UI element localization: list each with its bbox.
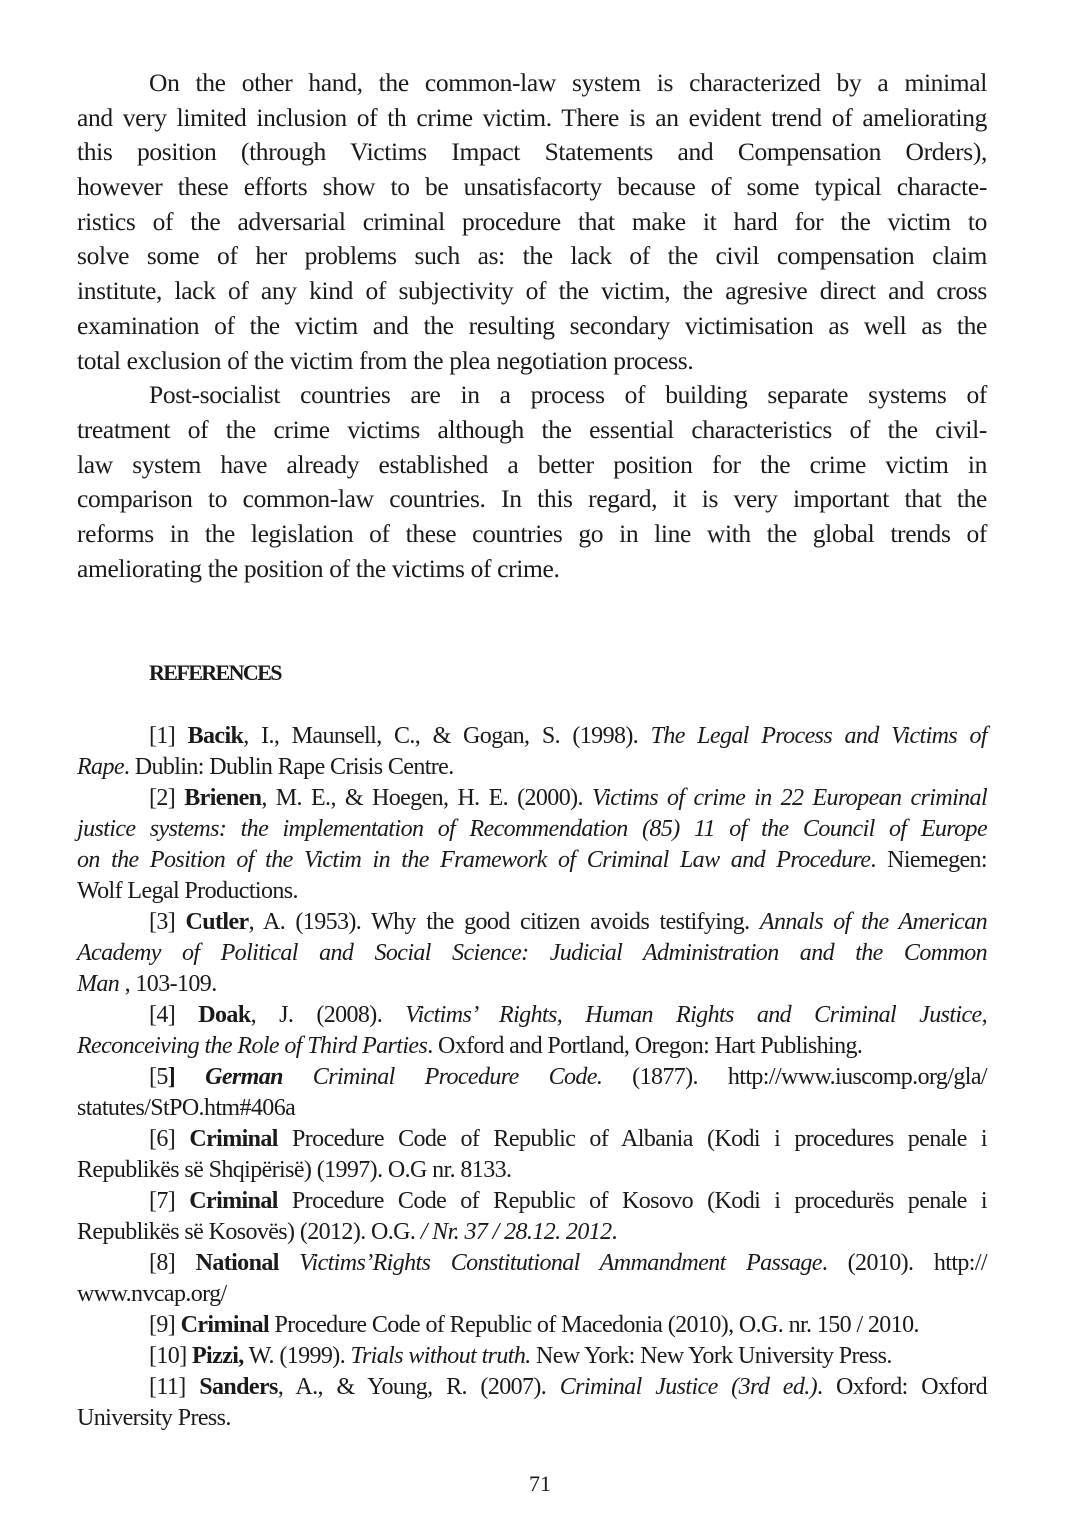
- reference-item: [77, 1372, 987, 1434]
- reference-item: [77, 1186, 987, 1248]
- reference-title: Criminal Justice (3rd ed.): [559, 1374, 818, 1400]
- reference-author: Doak: [198, 1002, 251, 1028]
- reference-line: Wolf Legal Productions.: [77, 878, 298, 904]
- reference-url-continued[interactable]: statutes/StPO.htm#406a: [77, 1095, 296, 1121]
- reference-author: Bacik: [187, 723, 244, 749]
- text-line: ristics of the adversarial criminal procedure that make it hard for the victim to: [77, 206, 987, 236]
- reference-title: Criminal Procedure Code.: [282, 1064, 603, 1090]
- body-text: [77, 66, 987, 586]
- reference-line: [3] Cutler, A. (1953). Why the good citizen avoids testifying. Annals of the American: [149, 909, 987, 935]
- references-list: [77, 721, 987, 1434]
- reference-line: Rape. Dublin: Dublin Rape Crisis Centre.: [77, 754, 454, 780]
- references-heading: REFERENCES: [149, 660, 281, 685]
- reference-author: Sanders: [199, 1374, 278, 1400]
- reference-title: Annals of the American: [759, 909, 987, 935]
- reference-line: Republikës së Shqipërisë) (1997). O.G nr. 8133.: [77, 1157, 512, 1183]
- reference-line: [8] National Victims’Rights Constitutional Ammandment Passage. (2010). http://: [149, 1250, 987, 1276]
- reference-line: [7] Criminal Procedure Code of Republic of Kosovo (Kodi i procedurës penale i: [149, 1188, 987, 1214]
- text-line: total exclusion of the victim from the plea negotiation process.: [77, 345, 694, 375]
- reference-line: Man , 103-109.: [77, 971, 217, 997]
- reference-author: German: [205, 1064, 283, 1090]
- reference-item: [77, 1248, 987, 1310]
- reference-author: Criminal: [180, 1312, 270, 1338]
- reference-author: Pizzi,: [192, 1343, 244, 1369]
- reference-line: [10] Pizzi, W. (1999). Trials without truth. New York: New York University Press.: [149, 1343, 892, 1369]
- reference-line: justice systems: the implementation of Recommendation (85) 11 of the Council of Europe: [77, 816, 987, 842]
- reference-author: Criminal: [189, 1188, 278, 1214]
- text-line: however these efforts show to be unsatisfacorty because of some typical characte-: [77, 172, 987, 202]
- reference-item: [77, 721, 987, 783]
- reference-item: [77, 907, 987, 1000]
- reference-url-continued[interactable]: www.nvcap.org/: [77, 1281, 227, 1307]
- reference-author: Cutler: [185, 909, 249, 935]
- reference-line: on the Position of the Victim in the Framework of Criminal Law and Procedure. Niemegen:: [77, 847, 987, 873]
- reference-line: Reconceiving the Role of Third Parties. Oxford and Portland, Oregon: Hart Publishing.: [77, 1033, 863, 1059]
- reference-item: [77, 1341, 987, 1372]
- reference-title: The Legal Process and Victims of: [650, 723, 988, 749]
- text-line: reforms in the legislation of these countries go in line with the global trends of: [77, 518, 987, 548]
- reference-line: Republikës së Kosovës) (2012). O.G. / Nr. 37 / 28.12. 2012.: [77, 1219, 617, 1245]
- text-line: solve some of her problems such as: the lack of the civil compensation claim: [77, 241, 987, 271]
- reference-line: [9] Criminal Procedure Code of Republic of Macedonia (2010), O.G. nr. 150 / 2010.: [149, 1312, 919, 1338]
- text-line: law system have already established a better position for the crime victim in: [77, 449, 987, 479]
- reference-line: [6] Criminal Procedure Code of Republic of Albania (Kodi i procedures penale i: [149, 1126, 987, 1152]
- reference-line: [4] Doak, J. (2008). Victims’ Rights, Human Rights and Criminal Justice,: [149, 1002, 987, 1028]
- text-line: ameliorating the position of the victims of crime.: [77, 553, 560, 583]
- reference-item: [77, 783, 987, 907]
- reference-line: [1] Bacik, I., Maunsell, C., & Gogan, S. (1998). The Legal Process and Victims of: [149, 723, 988, 749]
- reference-title: Victims’ Rights, Human Rights and Criminal Justice,: [405, 1002, 987, 1028]
- text-line: and very limited inclusion of th crime victim. There is an evident trend of ameliorating: [77, 102, 987, 132]
- text-line: institute, lack of any kind of subjectivity of the victim, the agresive direct and cross: [77, 276, 987, 306]
- reference-url[interactable]: (1877). http://www.iuscomp.org/gla/: [602, 1064, 987, 1090]
- reference-item: [77, 1062, 987, 1124]
- reference-item: [77, 1124, 987, 1186]
- reference-title: Victims’Rights Constitutional Ammandment Passage: [278, 1250, 822, 1276]
- reference-title: Trials without truth.: [350, 1343, 531, 1369]
- reference-item: [77, 1000, 987, 1062]
- reference-author: National: [195, 1250, 279, 1276]
- reference-line: University Press.: [77, 1405, 231, 1431]
- reference-title: Victims of crime in 22 European criminal: [591, 785, 988, 811]
- reference-author: Criminal: [189, 1126, 278, 1152]
- text-line: examination of the victim and the resulting secondary victimisation as well as the: [77, 310, 987, 340]
- reference-item: [77, 1310, 987, 1341]
- reference-author: Brienen: [184, 785, 262, 811]
- text-line: treatment of the crime victims although the essential characteristics of the civil-: [77, 414, 987, 444]
- text-line: Post-socialist countries are in a process of building separate systems of: [149, 380, 987, 410]
- text-line: this position (through Victims Impact Statements and Compensation Orders),: [77, 137, 987, 167]
- reference-line: Academy of Political and Social Science: Judicial Administration and the Common: [77, 940, 987, 966]
- reference-line: [2] Brienen, M. E., & Hoegen, H. E. (2000). Victims of crime in 22 European criminal: [149, 785, 988, 811]
- paragraph: [77, 66, 987, 378]
- reference-line: [5] German Criminal Procedure Code. (1877). http://www.iuscomp.org/gla/: [149, 1064, 987, 1090]
- reference-url[interactable]: . (2010). http://: [821, 1250, 987, 1276]
- paragraph: [77, 378, 987, 586]
- text-line: comparison to common-law countries. In this regard, it is very important that the: [77, 484, 987, 514]
- page-number: 71: [529, 1471, 551, 1496]
- text-line: On the other hand, the common-law system is characterized by a minimal: [149, 68, 987, 97]
- reference-line: [11] Sanders, A., & Young, R. (2007). Criminal Justice (3rd ed.). Oxford: Oxford: [149, 1374, 988, 1400]
